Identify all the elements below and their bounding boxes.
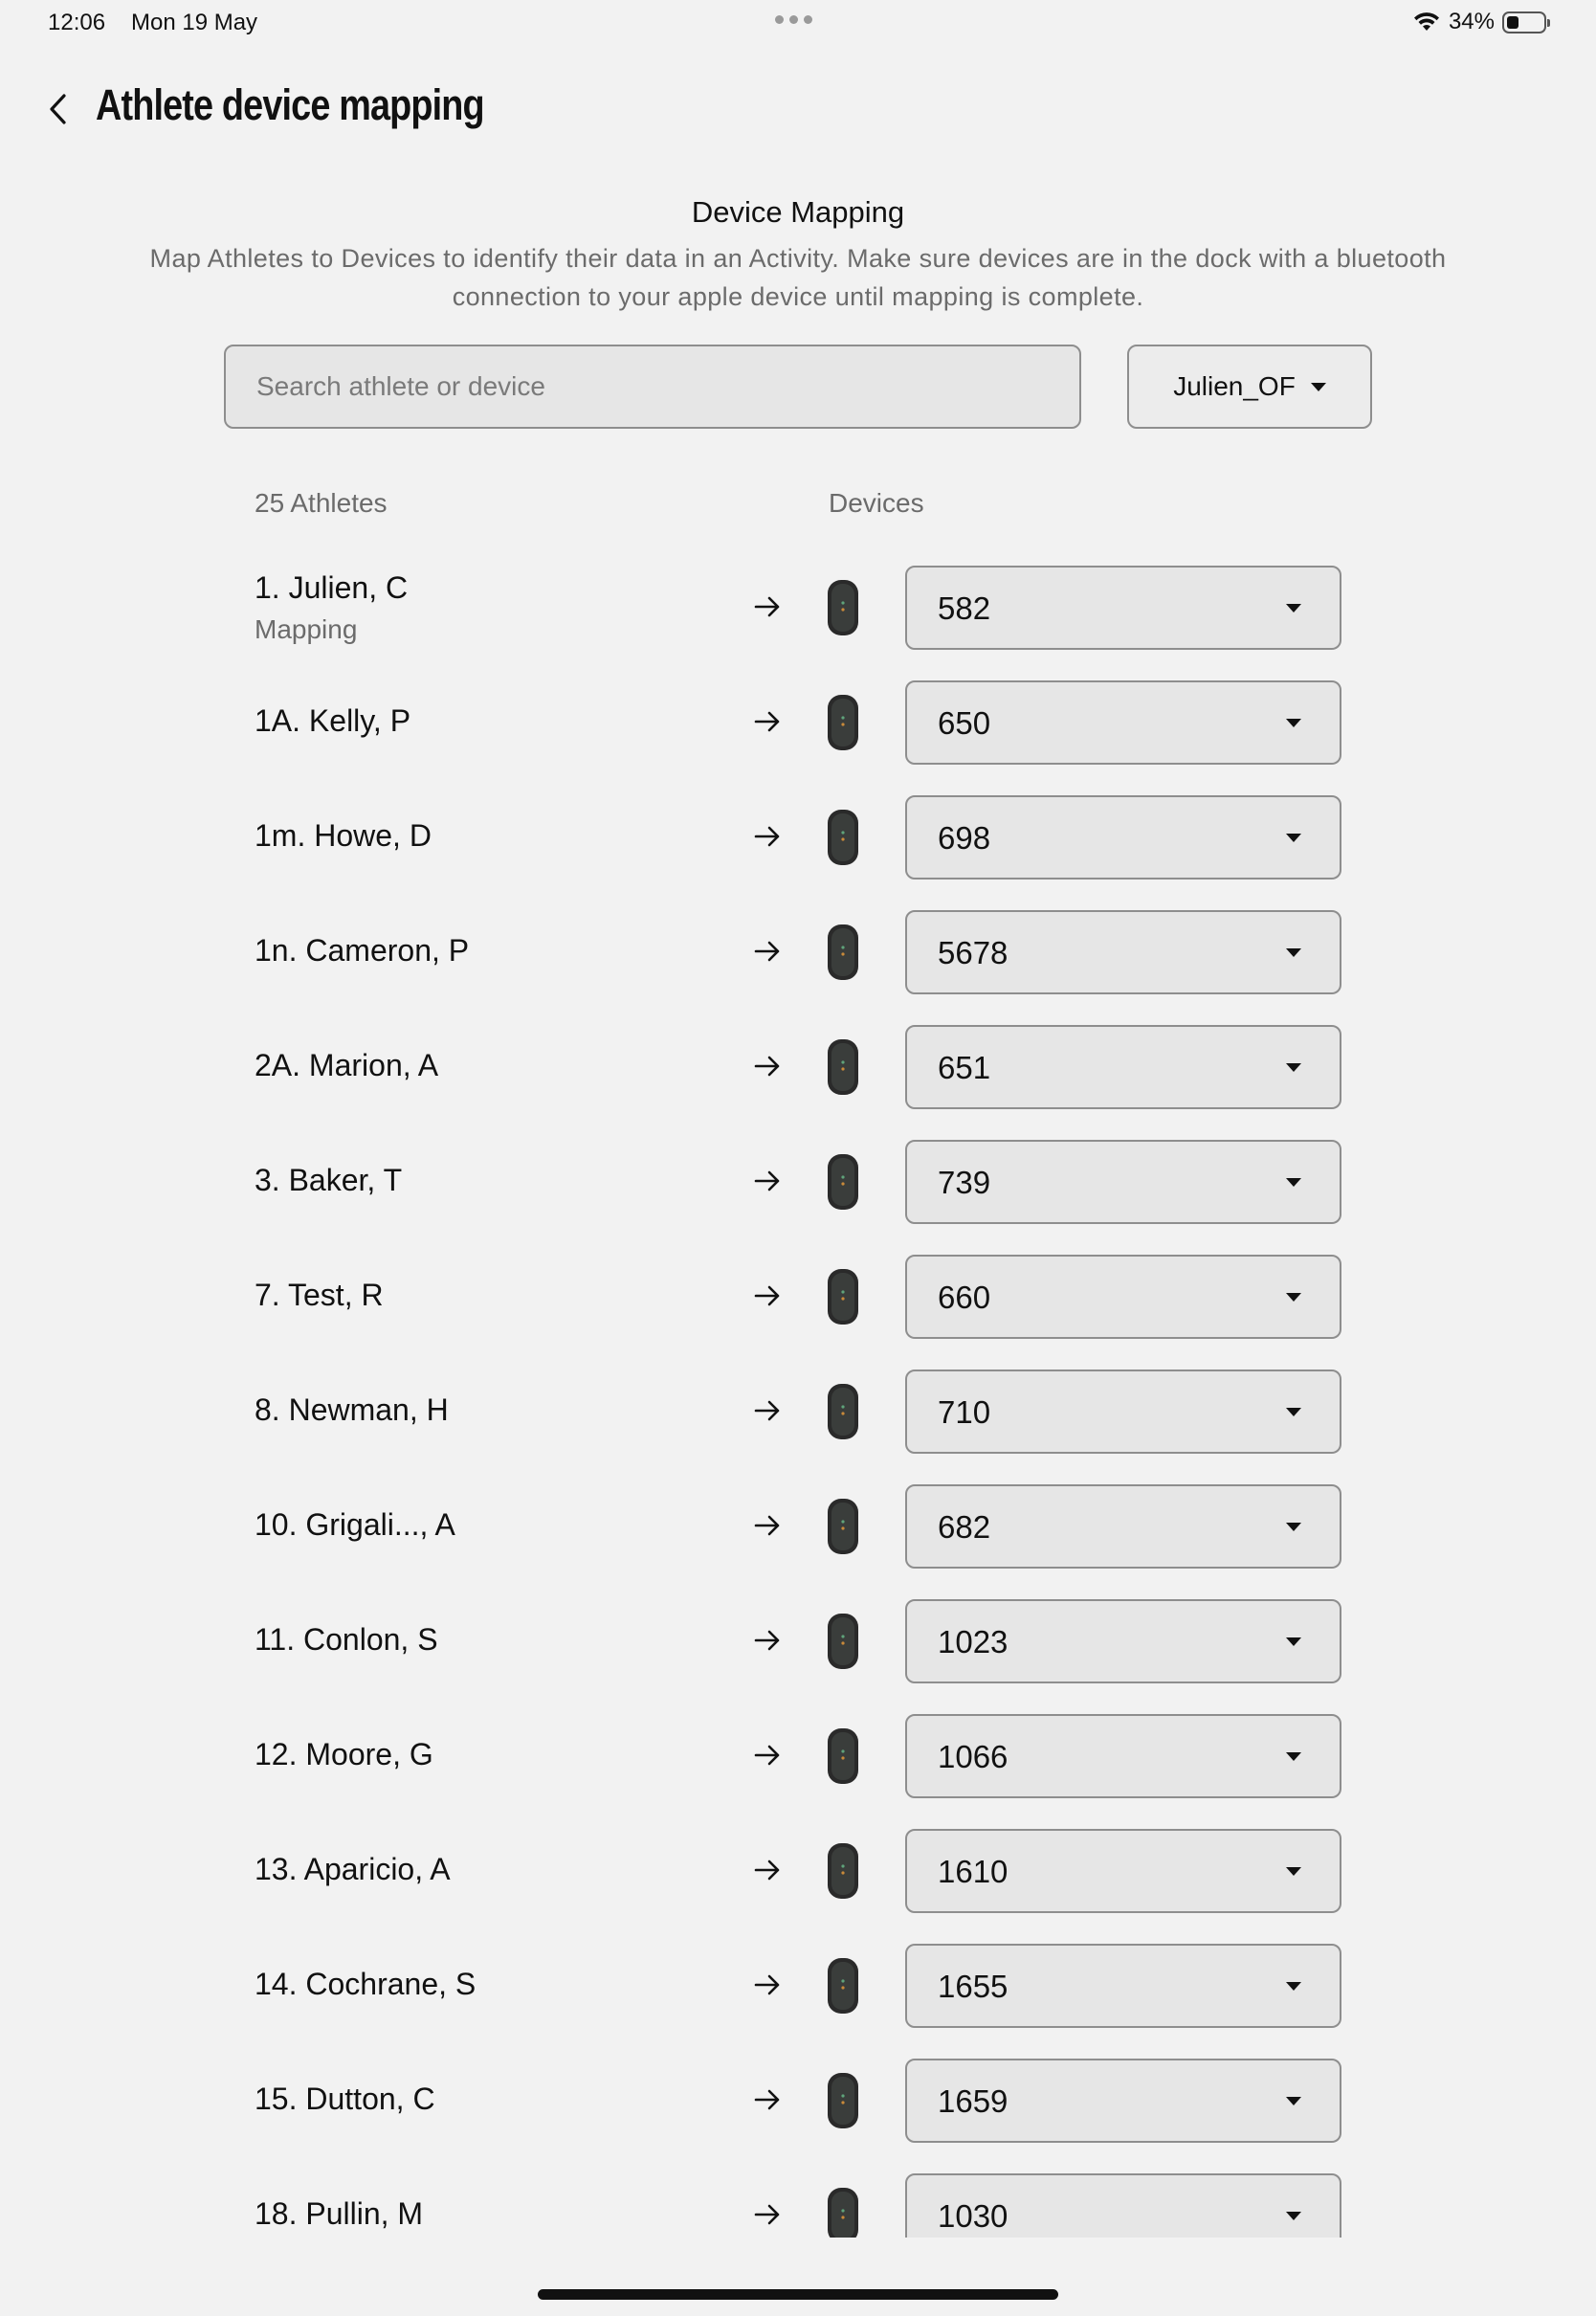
caret-down-icon xyxy=(1311,383,1326,391)
tracker-device-icon xyxy=(825,1152,861,1212)
arrow-right-icon xyxy=(750,2197,785,2232)
caret-down-icon xyxy=(1286,2212,1301,2220)
tracker-device-icon xyxy=(825,693,861,752)
arrow-right-icon xyxy=(750,934,785,969)
arrow-right-icon xyxy=(750,1049,785,1083)
caret-down-icon xyxy=(1286,1637,1301,1646)
battery-icon xyxy=(1502,11,1546,33)
device-select[interactable] xyxy=(905,1140,1341,1224)
tracker-device-icon xyxy=(825,1267,861,1326)
devices-header: Devices xyxy=(829,488,924,518)
athlete-name: 12. Moore, G xyxy=(255,1737,433,1771)
athlete-device-list[interactable] xyxy=(0,565,1596,2238)
tracker-device-icon xyxy=(825,1956,861,2015)
caret-down-icon xyxy=(1286,719,1301,727)
caret-down-icon xyxy=(1286,834,1301,842)
device-select[interactable] xyxy=(905,1025,1341,1109)
arrow-right-icon xyxy=(750,1279,785,1313)
device-select[interactable] xyxy=(905,1484,1341,1569)
back-button[interactable] xyxy=(36,82,80,136)
page-title: Athlete device mapping xyxy=(96,80,484,129)
arrow-right-icon xyxy=(750,1393,785,1428)
device-select[interactable] xyxy=(905,1944,1341,2028)
tracker-device-icon xyxy=(825,1726,861,1786)
arrow-right-icon xyxy=(750,1738,785,1772)
athlete-row xyxy=(0,1483,1596,1570)
section-title: Device Mapping xyxy=(691,195,905,229)
caret-down-icon xyxy=(1286,1293,1301,1302)
athlete-name: 7. Test, R xyxy=(255,1278,384,1312)
device-number: 698 xyxy=(938,820,991,856)
device-select[interactable] xyxy=(905,1829,1341,1913)
athlete-name: 2A. Marion, A xyxy=(255,1048,439,1082)
caret-down-icon xyxy=(1286,1867,1301,1876)
group-select-value: Julien_OF xyxy=(1173,371,1296,401)
athlete-name: 1A. Kelly, P xyxy=(255,703,411,738)
status-time: 12:06 xyxy=(48,10,106,35)
group-select[interactable] xyxy=(1127,345,1372,429)
device-number: 682 xyxy=(938,1509,991,1545)
athlete-row xyxy=(0,565,1596,651)
athlete-name: 1m. Howe, D xyxy=(255,818,432,853)
athletes-count-header: 25 Athletes xyxy=(255,488,388,518)
athlete-row xyxy=(0,2058,1596,2144)
athlete-name: 14. Cochrane, S xyxy=(255,1967,477,2001)
caret-down-icon xyxy=(1286,948,1301,957)
wifi-icon xyxy=(1412,11,1441,33)
arrow-right-icon xyxy=(750,1853,785,1887)
caret-down-icon xyxy=(1286,1178,1301,1187)
caret-down-icon xyxy=(1286,2097,1301,2105)
athlete-row xyxy=(0,1139,1596,1225)
arrow-right-icon xyxy=(750,1968,785,2002)
device-number: 1610 xyxy=(938,1854,1009,1889)
tracker-device-icon xyxy=(825,578,861,637)
athlete-name: 1n. Cameron, P xyxy=(255,933,470,968)
home-indicator[interactable] xyxy=(538,2289,1058,2300)
device-number: 5678 xyxy=(938,935,1009,970)
caret-down-icon xyxy=(1286,1982,1301,1991)
athlete-row xyxy=(0,679,1596,766)
device-number: 1659 xyxy=(938,2083,1009,2119)
tracker-device-icon xyxy=(825,1382,861,1441)
status-bar xyxy=(0,0,1596,46)
device-select[interactable] xyxy=(905,2173,1341,2238)
device-select[interactable] xyxy=(905,1370,1341,1454)
device-number: 1023 xyxy=(938,1624,1009,1659)
arrow-right-icon xyxy=(750,590,785,624)
device-select[interactable] xyxy=(905,1255,1341,1339)
athlete-row xyxy=(0,2172,1596,2238)
tracker-device-icon xyxy=(825,1612,861,1671)
athlete-row xyxy=(0,1024,1596,1110)
athlete-name: 3. Baker, T xyxy=(255,1163,403,1197)
multitasking-dots-icon[interactable] xyxy=(775,15,812,24)
device-number: 1030 xyxy=(938,2198,1009,2234)
arrow-right-icon xyxy=(750,1508,785,1543)
device-select[interactable] xyxy=(905,1599,1341,1683)
status-date: Mon 19 May xyxy=(131,10,258,35)
device-number: 710 xyxy=(938,1394,991,1430)
tracker-device-icon xyxy=(825,808,861,867)
caret-down-icon xyxy=(1286,604,1301,612)
arrow-right-icon xyxy=(750,819,785,854)
athlete-row xyxy=(0,1943,1596,2029)
tracker-device-icon xyxy=(825,1497,861,1556)
arrow-right-icon xyxy=(750,2082,785,2117)
device-number: 1655 xyxy=(938,1969,1009,2004)
tracker-device-icon xyxy=(825,2071,861,2130)
athlete-row xyxy=(0,1369,1596,1455)
device-number: 739 xyxy=(938,1165,991,1200)
athlete-name: 8. Newman, H xyxy=(255,1392,449,1427)
athlete-row xyxy=(0,1598,1596,1684)
device-select[interactable] xyxy=(905,2059,1341,2143)
device-number: 650 xyxy=(938,705,991,741)
athlete-row xyxy=(0,1254,1596,1340)
device-number: 1066 xyxy=(938,1739,1009,1774)
section-description: Map Athletes to Devices to identify their data in an Activity. Make sure devices are in the dock with a bluetooth connection to your apple device until mapping is complete. xyxy=(149,244,1447,311)
caret-down-icon xyxy=(1286,1408,1301,1416)
tracker-device-icon xyxy=(825,1037,861,1097)
tracker-device-icon xyxy=(825,2186,861,2238)
status-right xyxy=(1412,9,1546,35)
athlete-row xyxy=(0,909,1596,995)
caret-down-icon xyxy=(1286,1523,1301,1531)
tracker-device-icon xyxy=(825,1841,861,1901)
athlete-name: 13. Aparicio, A xyxy=(255,1852,451,1886)
arrow-right-icon xyxy=(750,1164,785,1198)
chevron-left-icon xyxy=(48,93,69,125)
athlete-name: 10. Grigali..., A xyxy=(255,1507,455,1542)
athlete-name: 1. Julien, C xyxy=(255,570,409,605)
device-select[interactable] xyxy=(905,795,1341,880)
athlete-name: 18. Pullin, M xyxy=(255,2196,424,2231)
athlete-name: 15. Dutton, C xyxy=(255,2082,435,2116)
caret-down-icon xyxy=(1286,1063,1301,1072)
arrow-right-icon xyxy=(750,704,785,739)
device-number: 660 xyxy=(938,1280,991,1315)
device-select[interactable] xyxy=(905,680,1341,765)
search-input[interactable] xyxy=(224,345,1081,429)
athlete-status: Mapping xyxy=(255,614,358,644)
athlete-row xyxy=(0,1713,1596,1799)
arrow-right-icon xyxy=(750,1623,785,1658)
tracker-device-icon xyxy=(825,923,861,982)
device-select[interactable] xyxy=(905,1714,1341,1798)
athlete-name: 11. Conlon, S xyxy=(255,1622,438,1657)
device-select[interactable] xyxy=(905,566,1341,650)
device-number: 582 xyxy=(938,590,991,626)
device-number: 651 xyxy=(938,1050,991,1085)
athlete-row xyxy=(0,1828,1596,1914)
caret-down-icon xyxy=(1286,1752,1301,1761)
athlete-row xyxy=(0,794,1596,880)
battery-percent: 34% xyxy=(1448,9,1495,34)
device-select[interactable] xyxy=(905,910,1341,994)
